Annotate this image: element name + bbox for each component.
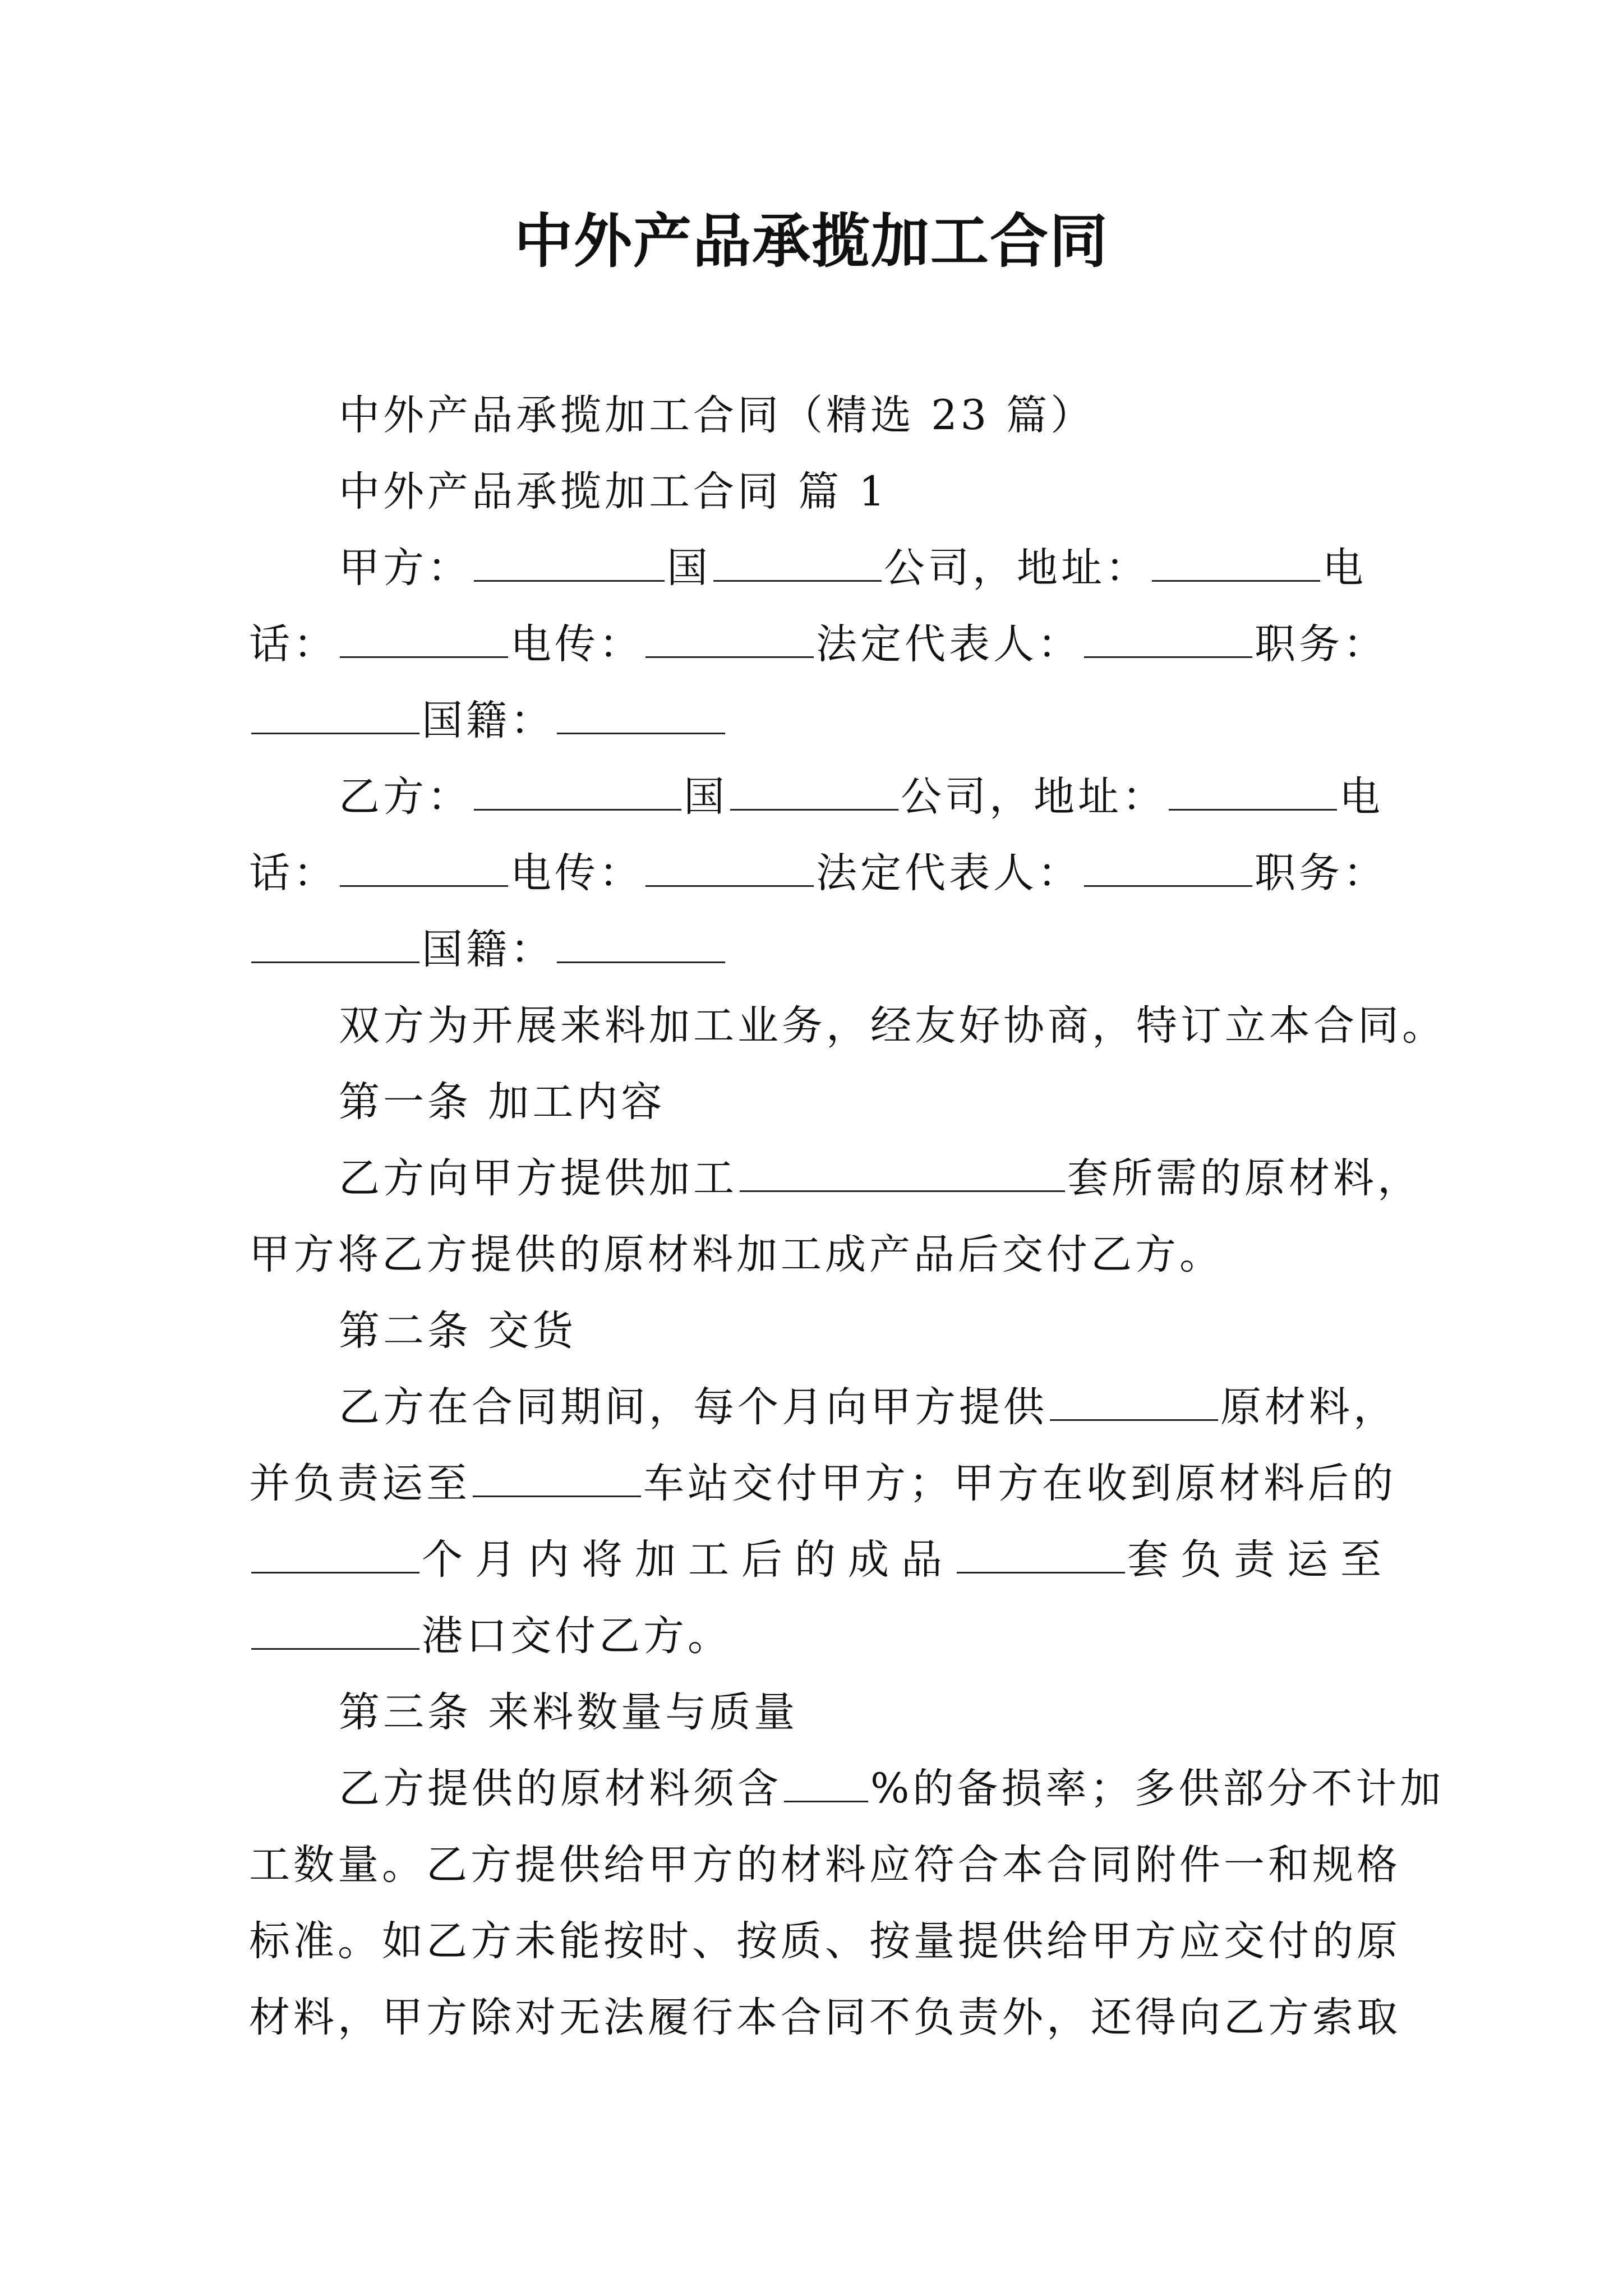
clause-text: 乙方提供的原材料须含 bbox=[339, 1765, 782, 1812]
clause-2-line-1 bbox=[339, 1377, 1398, 1438]
party-b-line-1 bbox=[339, 766, 1384, 828]
blank-field bbox=[557, 698, 725, 734]
blank-field bbox=[557, 927, 725, 963]
clause-1-heading: 第一条 加工内容 bbox=[339, 1078, 666, 1126]
clause-text: 并负责运至 bbox=[249, 1460, 471, 1507]
blank-field bbox=[957, 1537, 1125, 1573]
clause-3-line-3: 标准。如乙方未能按时、按质、按量提供给甲方应交付的原 bbox=[249, 1917, 1401, 1965]
clause-text: 港口交付乙方。 bbox=[422, 1612, 732, 1660]
clause-2-line-2 bbox=[249, 1453, 1396, 1515]
blank-field bbox=[473, 1461, 641, 1497]
fax-label: 电传： bbox=[510, 849, 643, 897]
blank-field bbox=[1084, 850, 1252, 887]
clause-text: 乙方向甲方提供加工 bbox=[339, 1154, 737, 1202]
clause-text: 原材料， bbox=[1220, 1383, 1398, 1431]
blank-field bbox=[1152, 545, 1320, 582]
clause-2-line-3 bbox=[249, 1529, 1394, 1591]
blank-field bbox=[1169, 774, 1337, 811]
party-b-label: 乙方： bbox=[339, 773, 472, 821]
party-a-label: 甲方： bbox=[339, 544, 472, 592]
blank-field bbox=[784, 1766, 868, 1802]
blank-field bbox=[340, 622, 508, 658]
clause-text: 个月内将加工后的成品 bbox=[422, 1536, 955, 1584]
position-label: 职务： bbox=[1255, 620, 1387, 668]
phone-label: 话： bbox=[249, 849, 338, 897]
country-suffix: 国 bbox=[684, 773, 728, 821]
party-b-line-2 bbox=[249, 843, 1387, 904]
blank-field bbox=[730, 774, 898, 811]
clause-1-line-2: 甲方将乙方提供的原材料加工成产品后交付乙方。 bbox=[249, 1231, 1224, 1278]
clause-3-line-1 bbox=[339, 1758, 1444, 1820]
company-suffix: 公司，地址： bbox=[901, 773, 1166, 821]
legal-rep-label: 法定代表人： bbox=[816, 620, 1082, 668]
position-label: 职务： bbox=[1255, 849, 1387, 897]
blank-field bbox=[474, 774, 681, 811]
clause-2-heading: 第二条 交货 bbox=[339, 1307, 577, 1355]
nationality-label: 国籍： bbox=[422, 697, 555, 744]
party-a-line-3 bbox=[249, 690, 727, 752]
blank-field bbox=[713, 545, 882, 582]
blank-field bbox=[251, 927, 419, 963]
clause-text: 车站交付甲方；甲方在收到原材料后的 bbox=[643, 1460, 1396, 1507]
phone-prefix: 电 bbox=[1322, 544, 1367, 592]
legal-rep-label: 法定代表人： bbox=[816, 849, 1082, 897]
party-a-line-2 bbox=[249, 614, 1387, 675]
blank-field bbox=[740, 1156, 1065, 1192]
blank-field bbox=[645, 850, 814, 887]
clause-3-heading: 第三条 来料数量与质量 bbox=[339, 1688, 799, 1736]
blank-field bbox=[340, 850, 508, 887]
clause-3-line-2: 工数量。乙方提供给甲方的材料应符合本合同附件一和规格 bbox=[249, 1841, 1401, 1889]
phone-prefix: 电 bbox=[1339, 773, 1384, 821]
blank-field bbox=[251, 698, 419, 734]
company-suffix: 公司，地址： bbox=[884, 544, 1150, 592]
blank-field bbox=[1050, 1384, 1218, 1421]
clause-3-line-4: 材料，甲方除对无法履行本合同不负责外，还得向乙方索取 bbox=[249, 1994, 1401, 2041]
nationality-label: 国籍： bbox=[422, 926, 555, 973]
document-title: 中外产品承揽加工合同 bbox=[514, 206, 1109, 275]
clause-1-line-1 bbox=[339, 1148, 1422, 1209]
party-b-line-3 bbox=[249, 919, 727, 981]
fax-label: 电传： bbox=[510, 620, 643, 668]
clause-text: 套所需的原材料， bbox=[1067, 1154, 1422, 1202]
clause-text: 乙方在合同期间，每个月向甲方提供 bbox=[339, 1383, 1048, 1431]
clause-text: %的备损率；多供部分不计加 bbox=[870, 1765, 1445, 1812]
phone-label: 话： bbox=[249, 620, 338, 668]
clause-text: 套负责运至 bbox=[1127, 1536, 1394, 1584]
subtitle: 中外产品承揽加工合同（精选 23 篇） bbox=[339, 392, 1095, 439]
intro-paragraph: 双方为开展来料加工业务，经友好协商，特订立本合同。 bbox=[339, 1002, 1446, 1050]
clause-2-line-4 bbox=[249, 1605, 732, 1667]
blank-field bbox=[251, 1537, 419, 1573]
blank-field bbox=[474, 545, 665, 582]
article-heading: 中外产品承揽加工合同 篇 1 bbox=[339, 468, 888, 516]
blank-field bbox=[251, 1613, 419, 1650]
blank-field bbox=[1084, 622, 1252, 658]
country-suffix: 国 bbox=[667, 544, 711, 592]
blank-field bbox=[645, 622, 814, 658]
party-a-line-1 bbox=[339, 537, 1367, 599]
